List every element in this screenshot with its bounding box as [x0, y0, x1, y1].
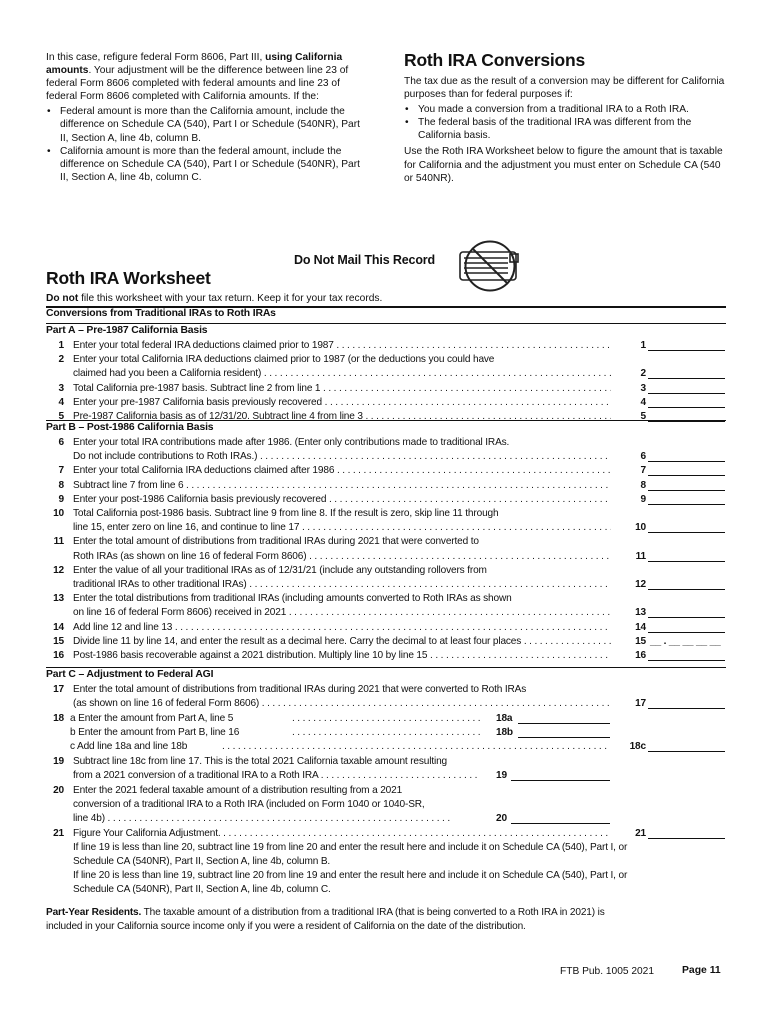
roth-bullet: • You made a conversion from a traditional IRA to a Roth IRA. [404, 103, 728, 116]
worksheet-line-cont [46, 450, 726, 463]
worksheet-line-3 [46, 382, 726, 395]
line-9-field[interactable] [648, 493, 725, 505]
line-11-field[interactable] [648, 550, 725, 562]
line-ref: 10 [635, 522, 646, 534]
line-ref: 12 [635, 579, 646, 590]
worksheet-line-10 [46, 507, 726, 520]
line-18c-field[interactable] [648, 740, 725, 752]
line-19-cont: from a 2021 conversion of a traditional IRA to a Roth IRA . . . . . . . . . . . . . . . . . . . . . . . . . . . . . . 19 [46, 769, 726, 782]
line-text: Enter your total federal IRA deductions claimed prior to 1987 . . . [73, 339, 611, 352]
line-17-field[interactable] [648, 697, 725, 709]
roth-bullet: • The federal basis of the traditional IRA was different from the California basis. [404, 116, 728, 142]
worksheet-note: Do not file this worksheet with your tax return. Keep it for your tax records. [46, 293, 383, 304]
line-ref: 4 [640, 396, 646, 408]
line-text: on line 16 of federal Form 8606) received in 2021 . . . [73, 606, 611, 619]
line-20: 20 Enter the 2021 federal taxable amount of a distribution resulting from a 2021 [53, 785, 403, 796]
line-number: 8 [58, 479, 64, 491]
worksheet-line-14 [46, 621, 726, 634]
worksheet-line-cont [46, 367, 726, 380]
line-text: Subtract line 7 from line 6 . . . [73, 479, 611, 492]
line-2-field[interactable] [648, 367, 725, 379]
line-10-field[interactable] [648, 521, 725, 533]
line-19: 19 Subtract line 18c from line 17. This is the total 2021 California taxable amount resulting [53, 756, 448, 767]
line-12-field[interactable] [648, 578, 725, 590]
line-text: Add line 12 and line 13 . . . [73, 621, 611, 634]
line-18c: c Add line 18a and line 18b . . . . . . . . . . . . . . . . . . . . . . . . . . . . . . . . . . . . . . . . . . . . . . . . . . . . . . . . . . . . . . . . . . . . . . . . . 18c [46, 740, 726, 753]
line-number: 4 [58, 396, 64, 408]
line-18a-text: a Enter the amount from Part A, line 5 . . . . . . . . . . . . . . . . . . . . . . . . . . . . . . . . . . . . [70, 713, 481, 724]
line-20-field[interactable] [511, 812, 610, 824]
line-text: line 15, enter zero on line 16, and continue to line 17 . . . [73, 521, 611, 534]
line-ref: 11 [635, 550, 646, 562]
line-ref: 2 [640, 368, 646, 380]
worksheet-line-9 [46, 493, 726, 506]
line-number: 3 [58, 382, 64, 394]
line-number: 2 [58, 354, 64, 366]
line-21: 21 Figure Your California Adjustment. . . . 21 [46, 827, 726, 840]
line-7-field[interactable] [648, 464, 725, 476]
line-number: 11 [53, 536, 64, 548]
line-14-field[interactable] [648, 621, 725, 633]
line-number: 9 [58, 493, 64, 505]
line-ref: 14 [635, 621, 646, 633]
worksheet-line-16 [46, 649, 726, 662]
line-ref: 1 [640, 340, 646, 351]
worksheet-line-cont [46, 550, 726, 563]
part-b-header: Part B – Post-1986 California Basis [46, 420, 726, 435]
worksheet-line-cont [46, 578, 726, 591]
line-18b-text: b Enter the amount from Part B, line 16 . . . . . . . . . . . . . . . . . . . . . . . . . . . . . . . . . . . . [70, 727, 481, 738]
worksheet-line-8 [46, 479, 726, 492]
line-3-field[interactable] [648, 382, 725, 394]
worksheet-line-4 [46, 396, 726, 409]
roth-conversions-outro: Use the Roth IRA Worksheet below to figure the amount that is taxable for California and the adjustment you must enter on Schedule CA (540 or 540NR). [404, 146, 723, 184]
line-ref: 5 [640, 411, 646, 422]
worksheet-line-cont [46, 521, 726, 534]
line-text: Divide line 11 by line 14, and enter the result as a decimal here. Carry the decimal to at least four places . . . [73, 635, 611, 648]
line-1-field[interactable] [648, 339, 725, 351]
line-text: Pre-1987 California basis as of 12/31/20. Subtract line 4 from line 3 . . . [73, 410, 611, 423]
worksheet-title: Roth IRA Worksheet [46, 268, 211, 288]
line-number: 7 [58, 465, 64, 477]
line-ref: 7 [640, 465, 646, 477]
line-number: 16 [53, 650, 64, 661]
line-ref: 16 [635, 650, 646, 661]
conversions-header: Conversions from Traditional IRAs to Roth IRAs [46, 308, 276, 319]
line-number: 12 [53, 564, 64, 576]
footer-pub: FTB Pub. 1005 2021 [560, 966, 655, 977]
worksheet-line-cont [46, 606, 726, 619]
line-21-instruction: If line 20 is less than line 19, subtract line 20 from line 19 and enter the result here and include it on Schedule CA (540), Part I, or [73, 870, 628, 881]
line-number: 14 [53, 621, 64, 633]
line-18a: 18 a Enter the amount from Part A, line 5 . . . . . . . . . . . . . . . . . . . . . . . . . . . . . . . . . . . . 18a [46, 712, 726, 725]
left-bullet: • California amount is more than the federal amount, include the difference on Schedule CA (540), Part I or Schedule (540NR), Part II, Section A, line 4b, column C. [46, 145, 364, 184]
line-21-instruction: If line 19 is less than line 20, subtract line 19 from line 20 and enter the result here and include it on Schedule CA (540), Part I, or [73, 842, 628, 853]
line-number: 13 [53, 593, 64, 605]
line-8-field[interactable] [648, 479, 725, 491]
line-text: Enter your total California IRA deductions claimed prior to 1987 (or the deductions you could have [73, 354, 495, 366]
line-text: Enter your pre-1987 California basis previously recovered . . . [73, 396, 611, 409]
footer-page-number: Page 11 [682, 965, 721, 976]
line-number: 6 [58, 437, 64, 448]
line-ref: 15 [635, 635, 646, 647]
line-text: Total California post-1986 basis. Subtract line 9 from line 8. If the result is zero, skip line 11 through [73, 508, 499, 519]
part-a-header: Part A – Pre-1987 California Basis [46, 323, 726, 338]
worksheet-line-13 [46, 592, 726, 605]
line-text: Enter the total amount of distributions from traditional IRAs during 2021 that were converted to [73, 536, 479, 548]
line-20-cont: conversion of a traditional IRA to a Roth IRA (included on Form 1040 or 1040-SR, [73, 799, 425, 810]
line-21-field[interactable] [648, 827, 725, 839]
line-13-field[interactable] [648, 606, 725, 618]
line-text: traditional IRAs to other traditional IRAs) . . . [73, 578, 611, 591]
worksheet-line-11 [46, 535, 726, 548]
worksheet-line-6 [46, 436, 726, 449]
do-not-mail-label: Do Not Mail This Record [294, 253, 436, 267]
line-17: 17 Enter the total amount of distributions from traditional IRAs during 2021 that were converted to Roth IRAs [53, 684, 527, 695]
worksheet-line-1 [46, 339, 726, 352]
worksheet-line-12 [46, 564, 726, 577]
line-20-cont2: line 4b) . . . . . . . . . . . . . . . . . . . . . . . . . . . . . . . . . . . . . . . . . . . . . . . . . . . . . . . . . . . . . . . . . 20 [46, 812, 726, 825]
line-text: Enter the value of all your traditional IRAs as of 12/31/21 (include any outstanding rollovers from [73, 564, 487, 576]
left-intro [46, 51, 364, 184]
line-ref: 8 [640, 479, 646, 491]
line-number: 10 [53, 508, 64, 519]
line-ref: 13 [635, 607, 646, 619]
line-16-field[interactable] [648, 649, 725, 661]
worksheet-line-7 [46, 464, 726, 477]
line-text: Roth IRAs (as shown on line 16 of federal Form 8606) . . . [73, 550, 611, 563]
part-year-residents-cont: included in your California source income only if you were a resident of California on the date of the distribution. [46, 921, 526, 932]
line-text: claimed had you been a California resident) . . . [73, 367, 611, 380]
line-number: 15 [53, 635, 64, 647]
line-ref: 9 [640, 493, 646, 505]
line-ref: 6 [640, 451, 646, 463]
no-mail-icon [452, 238, 528, 297]
line-text: Enter your post-1986 California basis previously recovered . . . [73, 493, 611, 506]
line-text: Post-1986 basis recoverable against a 2021 distribution. Multiply line 10 by line 15 . . . [73, 649, 611, 662]
line-18b-field[interactable] [518, 726, 610, 738]
left-intro-paragraph: In this case, refigure federal Form 8606, Part III, using California amounts. Your adjustment will be the difference between line 23 of federal Form 8606 completed with federal amounts and line 23 of federal Form 8606 completed with California amounts. If the: [46, 52, 349, 103]
line-15-decimal-field[interactable]: __ . __ __ __ __ [650, 635, 721, 647]
line-text: Enter the total distributions from traditional IRAs (including amounts converted to Roth IRAs as shown [73, 593, 512, 605]
line-text: Total California pre-1987 basis. Subtract line 2 from line 1 . . . [73, 382, 611, 395]
part-c-header: Part C – Adjustment to Federal AGI [46, 667, 726, 682]
line-text: Enter your total California IRA deductions claimed after 1986 . . . [73, 464, 611, 477]
worksheet-line-2 [46, 353, 726, 366]
line-number: 1 [58, 340, 64, 351]
line-ref: 3 [640, 382, 646, 394]
line-text: Do not include contributions to Roth IRAs.) . . . [73, 450, 611, 463]
line-18a-field[interactable] [518, 712, 610, 724]
line-4-field[interactable] [648, 396, 725, 408]
line-6-field[interactable] [648, 450, 725, 462]
line-number: 5 [58, 411, 64, 422]
left-bullet: • Federal amount is more than the California amount, include the difference on Schedule CA (540), Part I or Schedule (540NR), Part II, Section A, line 4b, column B. [46, 105, 364, 144]
line-17-cont: (as shown on line 16 of federal Form 8606) . . . 17 [46, 697, 726, 710]
line-text: Enter your total IRA contributions made after 1986. (Enter only contributions made to traditional IRAs. [73, 437, 510, 448]
line-21-instruction: Schedule CA (540NR), Part II, Section A, line 4b, column C. [73, 884, 331, 895]
line-19-field[interactable] [511, 769, 610, 781]
roth-conversions-title: Roth IRA Conversions [404, 50, 586, 70]
part-year-residents: Part-Year Residents. The taxable amount of a distribution from a traditional IRA (that is being converted to a Roth IRA in 2021) is [46, 907, 605, 918]
line-21-instruction: Schedule CA (540NR), Part II, Section A, line 4b, column B. [73, 856, 331, 867]
roth-conversions-body [404, 75, 728, 189]
roth-conversions-intro: The tax due as the result of a conversion may be different for California purposes than for federal purposes if: [404, 76, 725, 101]
worksheet-line-15 [46, 635, 726, 648]
line-18b: b Enter the amount from Part B, line 16 . . . . . . . . . . . . . . . . . . . . . . . . . . . . . . . . . . . . 18b [46, 726, 726, 739]
